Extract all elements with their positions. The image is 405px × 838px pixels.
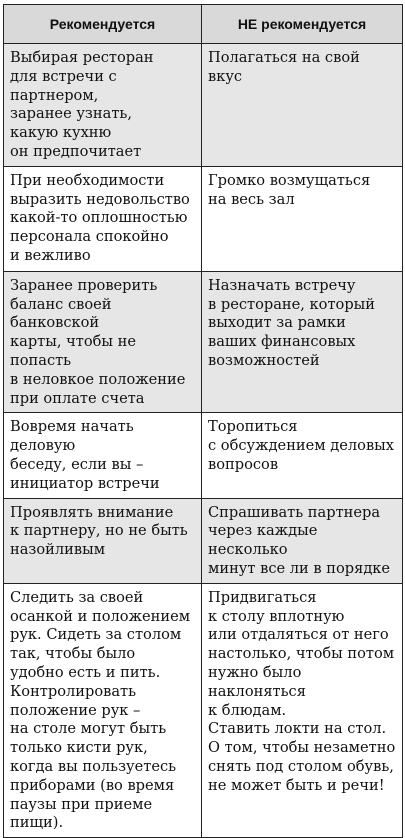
table-row <box>4 413 403 498</box>
table-row <box>4 583 403 837</box>
cell-recommended: Проявлять внимание к партнеру, но не быть назойливым <box>4 498 202 583</box>
cell-not-recommended: Полагаться на свой вкус <box>202 44 403 167</box>
cell-recommended: Заранее проверить баланс своей банковской карты, чтобы не попасть в неловкое положение при оплате счета <box>4 271 202 413</box>
cell-not-recommended: Придвигаться к столу вплотную или отдаляться от него настолько, чтобы потом нужно было наклоняться к блюдам. Ставить локти на стол. О том, чтобы незаметно снять под столом обувь, не может быть и речи! <box>202 583 403 837</box>
etiquette-table <box>3 4 403 838</box>
cell-recommended: Вовремя начать деловую беседу, если вы – инициатор встречи <box>4 413 202 498</box>
header-recommended: Рекомендуется <box>4 5 202 44</box>
cell-not-recommended: Спрашивать партнера через каждые несколько минут все ли в порядке <box>202 498 403 583</box>
header-row <box>4 5 403 44</box>
cell-not-recommended: Торопиться с обсуждением деловых вопросов <box>202 413 403 498</box>
cell-recommended: Следить за своей осанкой и положением рук. Сидеть за столом так, чтобы было удобно есть и пить. Контролировать положение рук – на столе могут быть только кисти рук, когда вы пользуетесь приборами (во время паузы при приеме пищи). <box>4 583 202 837</box>
cell-recommended: При необходимости выразить недовольство какой-то оплошностью персонала спокойно и вежливо <box>4 166 202 271</box>
cell-not-recommended: Назначать встречу в ресторане, который выходит за рамки ваших финансовых возможностей <box>202 271 403 413</box>
cell-recommended: Выбирая ресторан для встречи с партнером, заранее узнать, какую кухню он предпочитает <box>4 44 202 167</box>
table-row <box>4 166 403 271</box>
table-row <box>4 44 403 167</box>
table-row <box>4 271 403 413</box>
cell-not-recommended: Громко возмущаться на весь зал <box>202 166 403 271</box>
header-not-recommended: НЕ рекомендуется <box>202 5 403 44</box>
table-row <box>4 498 403 583</box>
